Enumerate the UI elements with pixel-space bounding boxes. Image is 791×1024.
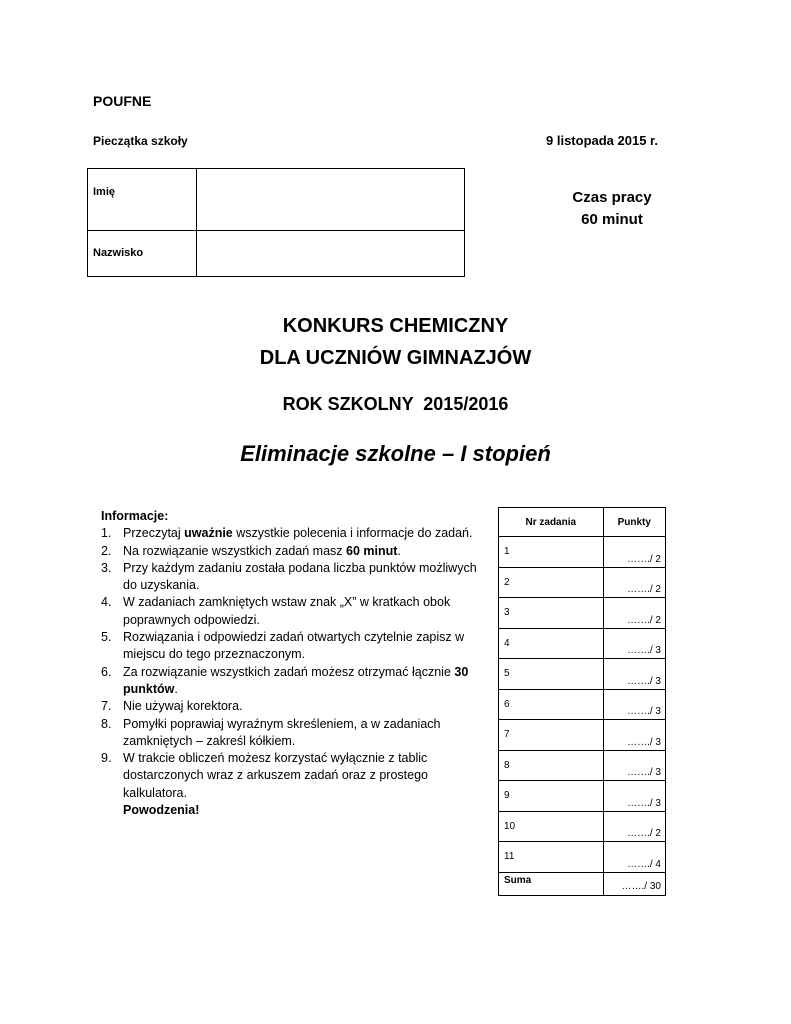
- instruction-item: [101, 560, 491, 595]
- task-points: ……./ 3: [627, 706, 661, 717]
- task-number: 4: [504, 637, 510, 649]
- instruction-number: 4.: [101, 595, 112, 610]
- instruction-number: 9.: [101, 751, 112, 766]
- instruction-text: Przeczytaj: [123, 526, 185, 541]
- instruction-item: [101, 750, 491, 802]
- task-points: ……./ 3: [627, 675, 661, 687]
- time-limit: [572, 187, 652, 231]
- instruction-item: [101, 698, 491, 715]
- score-table-header: [499, 508, 666, 537]
- instruction-text: W trakcie obliczeń możesz korzystać wyłącznie z tablic dostarczonych wraz z arkuszem zadań oraz z prostego kalkulatora.: [123, 751, 428, 800]
- instruction-item: [101, 543, 491, 560]
- instruction-text-end: .: [174, 681, 178, 696]
- confidential-label: POUFNE: [93, 93, 152, 109]
- score-row: [499, 659, 666, 690]
- score-row: [499, 781, 666, 812]
- good-luck-text: Powodzenia!: [123, 803, 200, 818]
- score-row: [499, 567, 666, 598]
- instruction-text: Pomyłki poprawiaj wyraźnym skreśleniem, a w zadaniach zamkniętych – zakreśl kółkiem.: [123, 716, 441, 748]
- score-table: [498, 507, 666, 896]
- instruction-text: Na rozwiązanie wszystkich zadań masz: [123, 543, 346, 558]
- task-number: 10: [504, 820, 516, 832]
- school-year: ROK SZKOLNY 2015/2016: [282, 394, 509, 414]
- last-name-label: Nazwisko: [93, 247, 144, 259]
- task-number: 5: [504, 668, 510, 679]
- contest-title-line1: KONKURS CHEMICZNY: [282, 315, 509, 337]
- score-row: [499, 628, 666, 659]
- task-points: ……./ 3: [627, 736, 661, 748]
- instruction-number: 3.: [101, 560, 112, 575]
- instruction-emphasis: 60 minut: [346, 543, 398, 558]
- score-row: [499, 811, 666, 842]
- sum-points: ……./ 30: [621, 880, 661, 892]
- task-number: 9: [504, 790, 510, 801]
- instruction-text: Przy każdym zadaniu została podana liczba punktów możliwych do uzyskania.: [123, 560, 477, 593]
- student-name-table: [87, 168, 465, 277]
- first-name-label: Imię: [93, 186, 116, 198]
- instruction-number: 5.: [101, 630, 112, 645]
- instruction-text: Nie używaj korektora.: [123, 699, 243, 714]
- task-points: ……./ 2: [627, 553, 661, 565]
- instruction-number: 1.: [101, 526, 112, 541]
- instruction-number: 8.: [101, 716, 112, 731]
- instruction-item: [101, 664, 491, 699]
- first-name-row: [88, 169, 464, 231]
- instruction-text: W zadaniach zamkniętych wstaw znak „X” w kratkach obok poprawnych odpowiedzi.: [123, 595, 451, 627]
- instruction-number: 2.: [101, 543, 112, 558]
- instruction-item: [101, 629, 491, 664]
- task-points: ……./ 2: [627, 828, 661, 839]
- task-number: 11: [504, 851, 515, 862]
- exam-date: 9 listopada 2015 r.: [546, 133, 659, 148]
- instruction-text-end: .: [397, 543, 401, 558]
- instruction-number: 7.: [101, 699, 112, 714]
- task-points: ……./ 4: [627, 858, 661, 870]
- task-number: 7: [504, 729, 510, 740]
- instruction-item: [101, 716, 491, 751]
- score-row: [499, 598, 666, 629]
- score-row: [499, 750, 666, 781]
- score-row: [499, 689, 666, 720]
- sum-label: Suma: [504, 874, 532, 886]
- instructions-heading: Informacje:: [101, 509, 169, 523]
- instructions-list: [101, 525, 491, 802]
- task-points: ……./ 3: [627, 797, 661, 809]
- task-points: ……./ 2: [627, 584, 661, 595]
- score-row: [499, 842, 666, 873]
- task-points: ……./ 3: [627, 645, 661, 656]
- instruction-emphasis: 30 punktów: [123, 664, 469, 696]
- school-stamp-label: Pieczątka szkoły: [93, 134, 188, 148]
- instruction-item: [101, 525, 491, 542]
- instructions: [101, 508, 491, 819]
- task-number: 3: [504, 607, 510, 618]
- task-points: ……./ 3: [627, 767, 661, 778]
- instruction-text-end: wszystkie polecenia i informacje do zadań.: [232, 526, 473, 541]
- instruction-number: 6.: [101, 664, 112, 679]
- instruction-text: Za rozwiązanie wszystkich zadań możesz otrzymać łącznie: [123, 664, 455, 679]
- task-number: 1: [504, 546, 510, 557]
- stage-title: Eliminacje szkolne – I stopień: [240, 441, 551, 466]
- task-number: 2: [504, 576, 510, 588]
- contest-title-line2: DLA UCZNIÓW GIMNAZJÓW: [259, 347, 532, 369]
- time-limit-value: 60 minut: [581, 211, 643, 228]
- time-limit-label: Czas pracy: [572, 189, 652, 206]
- task-number-header: Nr zadania: [499, 508, 604, 537]
- score-sum-row: [499, 872, 666, 895]
- instruction-emphasis: uważnie: [184, 526, 233, 541]
- instruction-text: Rozwiązania i odpowiedzi zadań otwartych czytelnie zapisz w miejscu do tego przeznaczonym.: [123, 630, 465, 662]
- score-row: [499, 720, 666, 751]
- instruction-item: [101, 594, 491, 629]
- task-number: 6: [504, 698, 510, 710]
- last-name-row: [88, 230, 464, 276]
- task-points: ……./ 2: [627, 614, 661, 626]
- task-number: 8: [504, 759, 510, 771]
- points-header: Punkty: [603, 508, 665, 537]
- score-row: [499, 537, 666, 568]
